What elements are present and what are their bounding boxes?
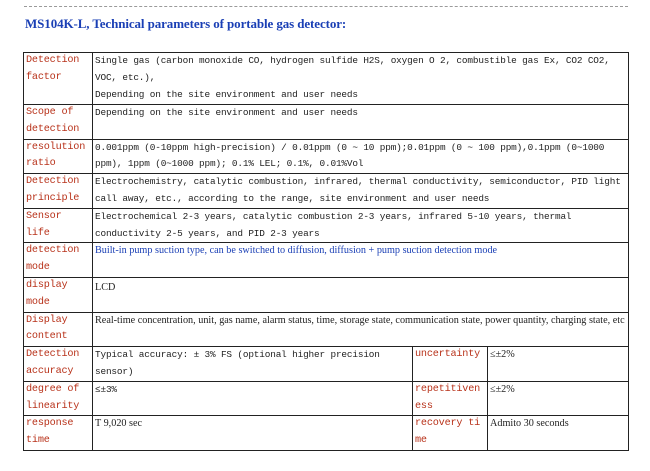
row-label: resolution ratio [24,139,93,174]
row-label: Detection factor [24,53,93,105]
row-value-secondary: ≤±2% [488,381,629,416]
row-value: Real-time concentration, unit, gas name, alarm status, time, storage state, communication state, power quantity, charging state, etc [93,312,629,347]
table-row [24,208,629,243]
row-label-secondary: recovery time [413,416,488,451]
table-row [24,243,629,278]
detection-factor-line: Single gas (carbon monoxide CO, hydrogen sulfide H2S, oxygen O 2, combustible gas Ex, CO2 CO2, VOC, etc.), [95,55,610,83]
table-row [24,53,629,105]
row-label: detection mode [24,243,93,278]
row-label-secondary: repetitiveness [413,381,488,416]
row-value-secondary: ≤±2% [488,347,629,382]
row-value: Typical accuracy: ± 3% FS (optional higher precision sensor) [93,347,413,382]
table-row [24,174,629,209]
row-value: Electrochemistry, catalytic combustion, infrared, thermal conductivity, semiconductor, PID light call away, etc., according to the range, site environment and user needs [93,174,629,209]
row-label: Scope of detection [24,105,93,140]
row-value: LCD [93,277,629,312]
row-value: T 9,020 sec [93,416,413,451]
row-label: Display content [24,312,93,347]
row-value: ≤±3% [93,381,413,416]
row-value [93,53,629,105]
table-row [24,347,629,382]
row-label: response time [24,416,93,451]
top-dashed-divider [24,6,628,7]
row-label: Detection accuracy [24,347,93,382]
row-value: Built-in pump suction type, can be switched to diffusion, diffusion + pump suction detection mode [93,243,629,278]
table-row [24,416,629,451]
table-row [24,105,629,140]
row-value: 0.001ppm (0-10ppm high-precision) / 0.01ppm (0 ~ 10 ppm);0.01ppm (0 ~ 100 ppm),0.1ppm (0~1000 ppm), 1ppm (0~1000 ppm); 0.1% LEL; 0.1%, 0.01%Vol [93,139,629,174]
row-value: Electrochemical 2-3 years, catalytic combustion 2-3 years, infrared 5-10 years, thermal conductivity 2-5 years, and PID 2-3 years [93,208,629,243]
table-row [24,312,629,347]
row-label: Detection principle [24,174,93,209]
detection-factor-note: Depending on the site environment and user needs [95,88,358,100]
row-label: display mode [24,277,93,312]
row-label: Sensor life [24,208,93,243]
table-row [24,139,629,174]
row-label: degree of linearity [24,381,93,416]
document-title: MS104K-L, Technical parameters of portable gas detector: [25,16,347,31]
spec-table [23,52,629,451]
row-value-secondary: Admito 30 seconds [488,416,629,451]
table-row [24,381,629,416]
row-label-secondary: uncertainty [413,347,488,382]
table-row [24,277,629,312]
row-value: Depending on the site environment and user needs [93,105,629,140]
